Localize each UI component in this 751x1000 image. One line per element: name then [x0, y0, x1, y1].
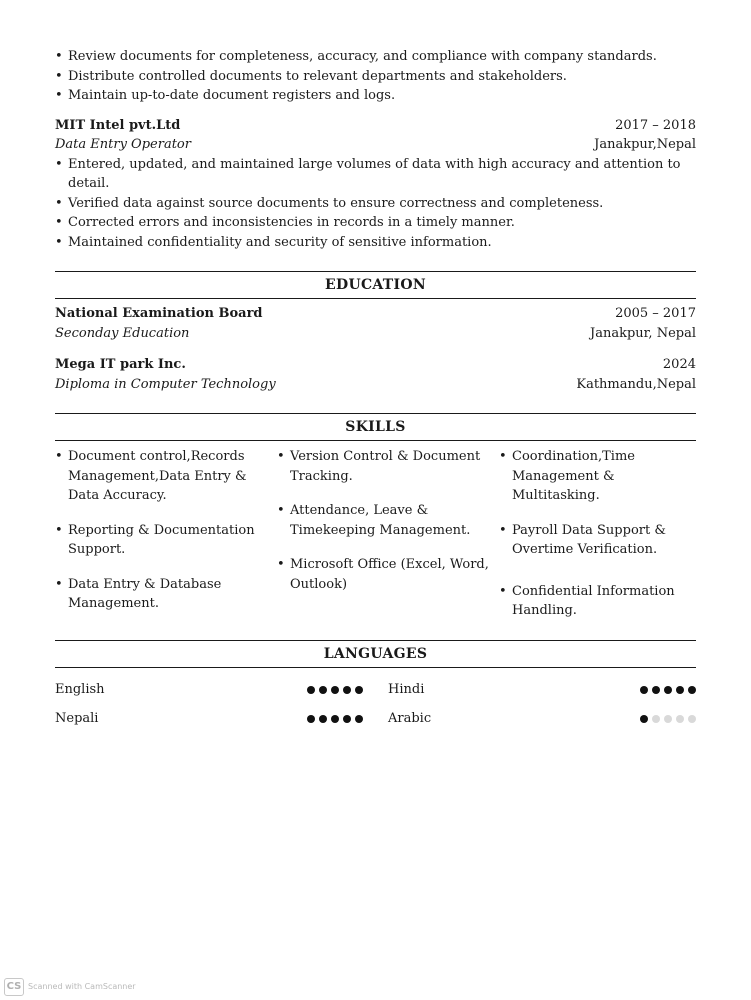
level-dot-filled [343, 686, 351, 694]
institution-name: National Examination Board [55, 306, 263, 321]
resume-page [55, 47, 696, 734]
level-dot-empty [664, 715, 672, 723]
language-name: English [55, 682, 105, 698]
job-dates: 2017 – 2018 [615, 117, 696, 133]
language-level-dots [640, 686, 696, 694]
skill-item: • Reporting & Documentation Support. [55, 521, 277, 560]
skills-grid [55, 447, 696, 621]
language-item [388, 709, 696, 729]
language-level-dots [307, 715, 363, 723]
company-name: MIT Intel pvt.Ltd [55, 117, 181, 133]
level-dot-filled [319, 686, 327, 694]
section-heading-languages: LANGUAGES [55, 640, 696, 668]
level-dot-filled [331, 715, 339, 723]
skill-item: • Coordination,Time Management & Multitasking. [499, 447, 696, 506]
level-dot-filled [331, 686, 339, 694]
degree-name: Seconday Education [55, 325, 190, 341]
level-dot-filled [640, 715, 648, 723]
job-role: Data Entry Operator [55, 137, 191, 152]
level-dot-filled [640, 686, 648, 694]
section-heading-skills: SKILLS [55, 413, 696, 441]
language-item [55, 680, 363, 700]
education-entry [55, 304, 696, 343]
level-dot-filled [355, 715, 363, 723]
language-row [55, 705, 696, 734]
skill-item: • Document control,Records Management,Data Entry & Data Accuracy. [55, 447, 277, 506]
bullet-item: • Corrected errors and inconsistencies in records in a timely manner. [55, 213, 696, 233]
language-item [55, 709, 363, 729]
institution-name: Mega IT park Inc. [55, 357, 186, 372]
bullet-item: • Distribute controlled documents to relevant departments and stakeholders. [55, 67, 696, 87]
level-dot-filled [676, 686, 684, 694]
watermark-text: Scanned with CamScanner [28, 982, 136, 991]
language-name: Nepali [55, 711, 99, 727]
language-level-dots [640, 715, 696, 723]
education-entry [55, 355, 696, 394]
job-bullets [55, 155, 696, 253]
education-dates: 2005 – 2017 [615, 306, 696, 321]
language-name: Hindi [388, 682, 425, 698]
degree-name: Diploma in Computer Technology [55, 376, 276, 392]
level-dot-empty [652, 715, 660, 723]
skill-item: • Payroll Data Support & Overtime Verification. [499, 521, 696, 560]
skill-item: • Confidential Information Handling. [499, 582, 696, 621]
level-dot-filled [343, 715, 351, 723]
skills-column [55, 447, 277, 621]
skills-column [499, 447, 696, 621]
languages-table [55, 676, 696, 734]
level-dot-filled [319, 715, 327, 723]
languages-section [55, 640, 696, 734]
language-item [388, 680, 696, 700]
skill-item: • Microsoft Office (Excel, Word, Outlook) [277, 555, 499, 594]
level-dot-filled [355, 686, 363, 694]
camscanner-watermark [4, 977, 136, 997]
camscanner-logo-icon: CS [4, 978, 24, 996]
level-dot-filled [664, 686, 672, 694]
level-dot-empty [688, 715, 696, 723]
level-dot-filled [688, 686, 696, 694]
level-dot-empty [676, 715, 684, 723]
section-heading-education: EDUCATION [55, 271, 696, 299]
previous-job-bullets [55, 47, 696, 106]
skill-item: • Version Control & Document Tracking. [277, 447, 499, 486]
language-level-dots [307, 686, 363, 694]
skill-item: • Data Entry & Database Management. [55, 575, 277, 614]
level-dot-filled [652, 686, 660, 694]
bullet-item: • Maintain up-to-date document registers and logs. [55, 86, 696, 106]
skills-column [277, 447, 499, 621]
bullet-item: • Review documents for completeness, accuracy, and compliance with company standards. [55, 47, 696, 67]
skill-item: • Attendance, Leave & Timekeeping Management. [277, 501, 499, 540]
education-dates: 2024 [662, 357, 696, 372]
bullet-item: • Verified data against source documents to ensure correctness and completeness. [55, 194, 696, 214]
language-row [55, 676, 696, 705]
job-entry [55, 116, 696, 253]
bullet-item: • Entered, updated, and maintained large volumes of data with high accuracy and attention to detail. [55, 155, 696, 194]
language-name: Arabic [388, 711, 432, 727]
job-location: Janakpur,Nepal [594, 137, 696, 152]
bullet-item: • Maintained confidentiality and security of sensitive information. [55, 233, 696, 253]
level-dot-filled [307, 686, 315, 694]
education-location: Janakpur, Nepal [589, 325, 696, 341]
level-dot-filled [307, 715, 315, 723]
education-section [55, 271, 696, 394]
skills-section [55, 413, 696, 621]
education-location: Kathmandu,Nepal [576, 376, 696, 392]
